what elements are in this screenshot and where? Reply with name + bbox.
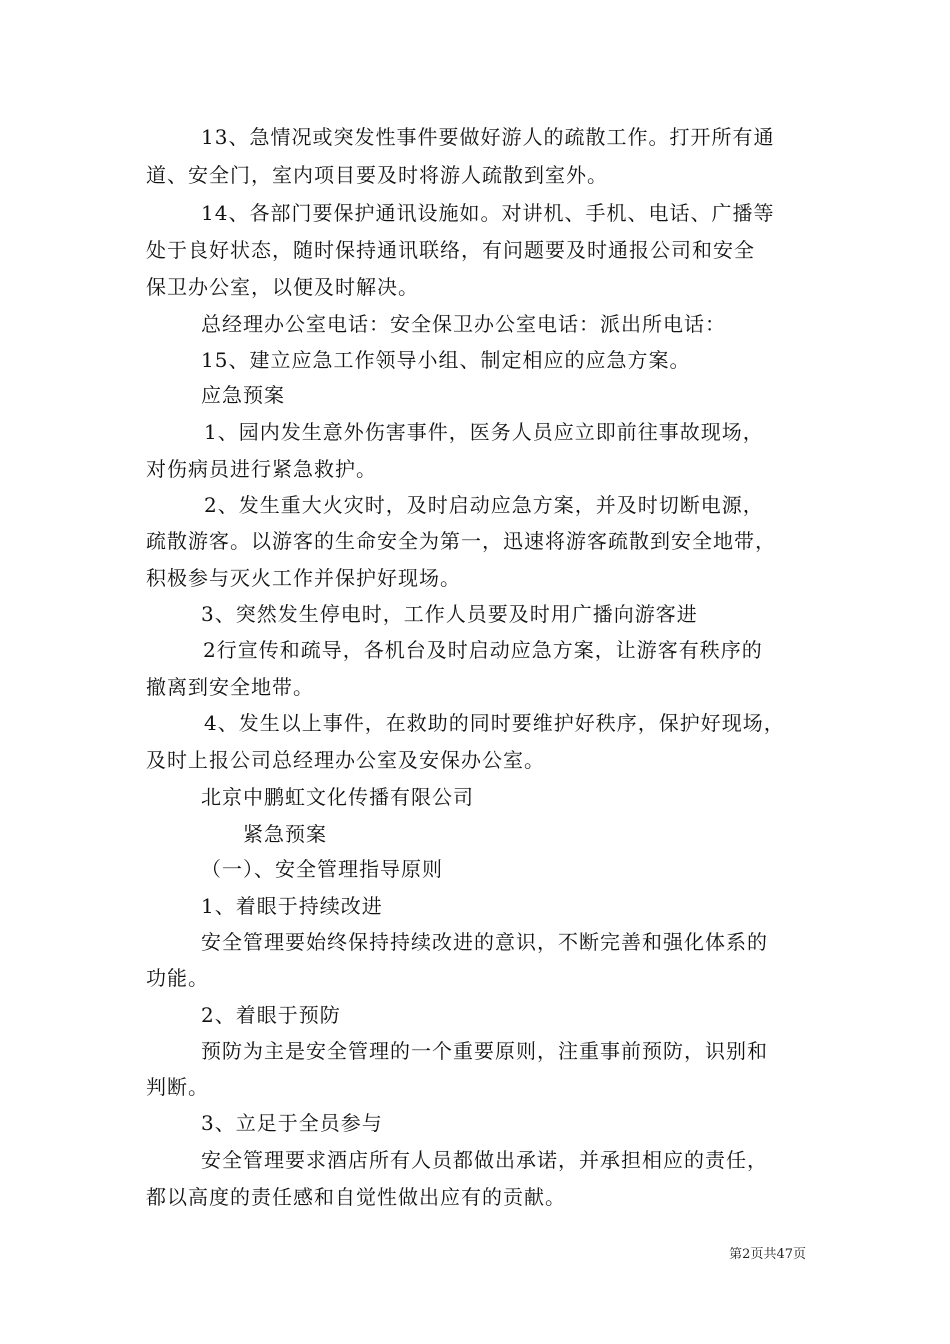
text-line: 4、发生以上事件，在救助的同时要维护好秩序，保护好现场，: [204, 711, 785, 735]
section-title: 紧急预案: [243, 822, 327, 846]
text-line: 总经理办公室电话：安全保卫办公室电话：派出所电话：: [201, 312, 726, 336]
text-line: 14、各部门要保护通讯设施如。对讲机、手机、电话、广播等: [201, 201, 775, 225]
text-line: 都以高度的责任感和自觉性做出应有的贡献。: [146, 1185, 566, 1209]
text-line: 疏散游客。以游客的生命安全为第一，迅速将游客疏散到安全地带，: [146, 529, 776, 553]
company-name: 北京中鹏虹文化传播有限公司: [201, 785, 474, 809]
text-line: 判断。: [146, 1075, 209, 1099]
text-line: 积极参与灭火工作并保护好现场。: [146, 566, 461, 590]
text-line: 3、立足于全员参与: [201, 1111, 383, 1135]
text-line: 功能。: [146, 966, 209, 990]
text-line: 对伤病员进行紧急救护。: [146, 457, 377, 481]
text-line: 撤离到安全地带。: [146, 675, 314, 699]
text-line: 预防为主是安全管理的一个重要原则，注重事前预防，识别和: [201, 1039, 768, 1063]
text-line: 保卫办公室，以便及时解决。: [146, 275, 419, 299]
text-line: 2、着眼于预防: [201, 1003, 341, 1027]
text-line: 2行宣传和疏导，各机台及时启动应急方案，让游客有秩序的: [203, 638, 763, 662]
section-heading: （一）、安全管理指导原则: [201, 857, 443, 881]
text-line: 2、发生重大火灾时，及时启动应急方案，并及时切断电源，: [204, 493, 764, 517]
text-line: 安全管理要始终保持持续改进的意识，不断完善和强化体系的: [201, 930, 768, 954]
text-line: 道、安全门，室内项目要及时将游人疏散到室外。: [146, 163, 608, 187]
text-line: 1、着眼于持续改进: [201, 894, 383, 918]
text-line: 及时上报公司总经理办公室及安保办公室。: [146, 748, 545, 772]
text-line: 13、急情况或突发性事件要做好游人的疏散工作。打开所有通: [201, 125, 775, 149]
text-line: 3、突然发生停电时，工作人员要及时用广播向游客进: [201, 602, 698, 626]
text-line: 15、建立应急工作领导小组、制定相应的应急方案。: [201, 348, 691, 372]
text-line: 安全管理要求酒店所有人员都做出承诺，并承担相应的责任，: [201, 1148, 768, 1172]
text-line: 1、园内发生意外伤害事件，医务人员应立即前往事故现场，: [204, 420, 764, 444]
text-line: 处于良好状态，随时保持通讯联络，有问题要及时通报公司和安全: [146, 238, 755, 262]
page-number-footer: 第2页共47页: [729, 1247, 806, 1262]
text-line: 应急预案: [201, 383, 285, 407]
